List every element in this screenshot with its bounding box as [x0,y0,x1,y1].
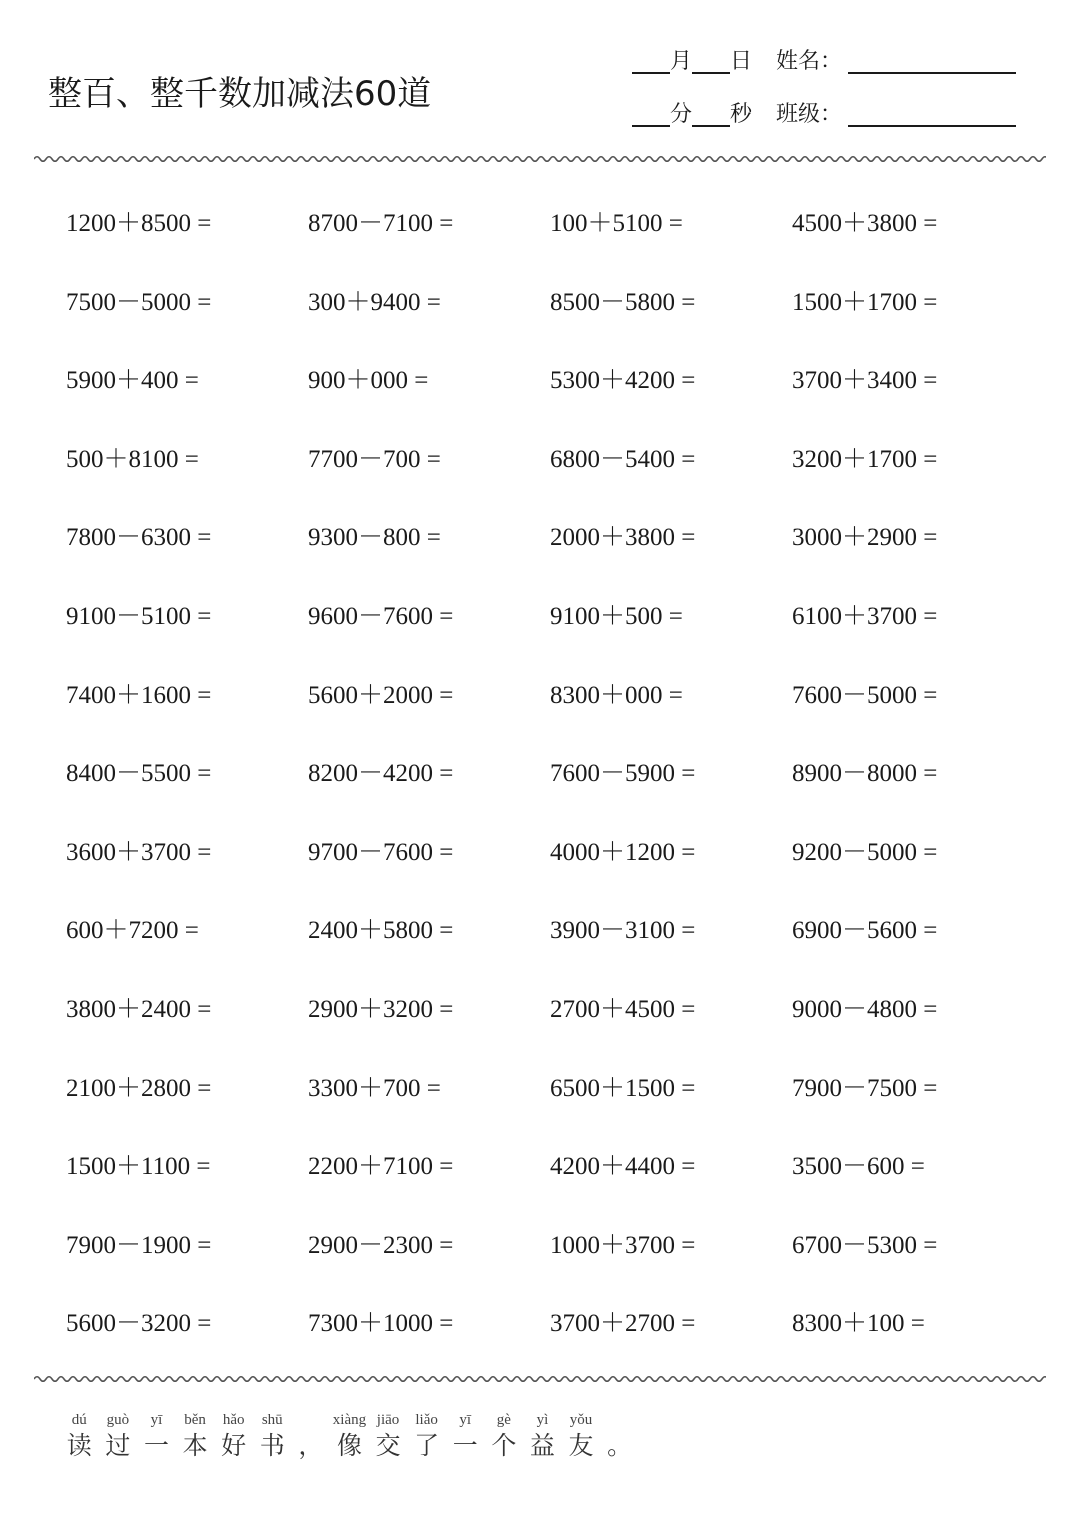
problem-item: 7600－5000 = [792,681,938,709]
problem-item: 300＋9400 = [308,288,441,316]
problem-row [66,1065,1034,1144]
problem-item: 7600－5900 = [550,760,696,788]
problem-item: 8300＋100 = [792,1310,925,1338]
pinyin: shū [261,1412,283,1428]
pinyin [292,1410,331,1430]
proverb-char [330,1410,369,1462]
proverb-char [253,1410,292,1462]
proverb-char [523,1410,562,1462]
pinyin: dú [71,1412,87,1428]
pinyin: hǎo [222,1412,245,1428]
problem-item: 2900＋3200 = [308,995,454,1023]
problem-row [66,593,1034,672]
problem-row [66,514,1034,593]
hanzi: 好 [221,1431,247,1460]
proverb-char [600,1410,639,1462]
problem-item: 3700＋3400 = [792,367,938,395]
problem-item: 5300＋4200 = [550,367,696,395]
hanzi: 一 [143,1431,169,1460]
problem-item: 6800－5400 = [550,445,696,473]
problem-item: 3500－600 = [792,1153,925,1181]
problem-item: 9300－800 = [308,524,441,552]
proverb-char [137,1410,176,1462]
pinyin [600,1410,639,1430]
problem-item: 9100＋500 = [550,602,683,630]
name-blank[interactable] [848,44,1016,74]
problem-item: 2900－2300 = [308,1231,454,1259]
problem-item: 100＋5100 = [550,210,683,237]
month-blank[interactable] [632,44,670,74]
time-class-row [632,97,1016,133]
problem-item: 2200＋7100 = [308,1153,454,1181]
hanzi: 了 [414,1431,440,1460]
second-blank[interactable] [692,97,730,127]
problem-item: 6700－5300 = [792,1231,938,1259]
problem-row [66,357,1034,436]
hanzi: 益 [529,1431,555,1460]
hanzi: 交 [375,1431,401,1460]
hanzi: 过 [105,1431,131,1460]
problem-item: 7900－1900 = [66,1231,212,1259]
hanzi: 书 [259,1431,285,1460]
problem-item: 7700－700 = [308,445,441,473]
hanzi: 个 [491,1431,517,1460]
proverb-char [214,1410,253,1462]
hanzi: 本 [182,1431,208,1460]
problem-row [66,1300,1034,1379]
problem-item: 9100－5100 = [66,602,212,630]
minute-blank[interactable] [632,97,670,127]
problem-item: 600＋7200 = [66,917,199,945]
day-blank[interactable] [692,44,730,74]
problem-item: 900＋000 = [308,367,429,395]
proverb-char [176,1410,215,1462]
problem-item: 5600－3200 = [66,1310,212,1338]
problem-item: 2400＋5800 = [308,917,454,945]
pinyin: yī [459,1412,472,1428]
problem-item: 1200＋8500 = [66,210,212,237]
problem-item: 7800－6300 = [66,524,212,552]
month-label: 月 [670,49,693,74]
problem-row [66,279,1034,358]
problem-item: 3200＋1700 = [792,445,938,473]
proverb [60,1410,639,1462]
problem-item: 8300＋000 = [550,681,683,709]
day-label: 日 [730,49,753,74]
top-wavy-divider [34,154,1046,164]
hanzi: 友 [568,1431,594,1460]
problem-row [66,1143,1034,1222]
proverb-char [446,1410,485,1462]
problem-item: 3800＋2400 = [66,995,212,1023]
proverb-char [369,1410,408,1462]
name-label: 姓名： [776,49,843,74]
problem-item: 7300＋1000 = [308,1310,454,1338]
hanzi: 一 [452,1431,478,1460]
problem-row [66,436,1034,515]
problem-item: 8900－8000 = [792,760,938,788]
problem-row [66,986,1034,1065]
proverb-char [407,1410,446,1462]
problem-item: 3900－3100 = [550,917,696,945]
problem-item: 7400＋1600 = [66,681,212,709]
problem-item: 5900＋400 = [66,367,199,395]
bottom-wavy-divider [34,1374,1046,1384]
problem-item: 3000＋2900 = [792,524,938,552]
class-blank[interactable] [848,97,1016,127]
problem-item: 9600－7600 = [308,602,454,630]
problem-item: 3700＋2700 = [550,1310,696,1338]
problem-item: 2000＋3800 = [550,524,696,552]
problem-row [66,829,1034,908]
pinyin: liǎo [415,1412,438,1428]
problem-item: 500＋8100 = [66,445,199,473]
problem-item: 9000－4800 = [792,995,938,1023]
problem-item: 1500＋1700 = [792,288,938,316]
problem-item: 3300＋700 = [308,1074,441,1102]
class-label: 班级： [776,102,843,127]
proverb-char [99,1410,138,1462]
proverb-char [562,1410,601,1462]
problem-item: 6100＋3700 = [792,602,938,630]
pinyin: yǒu [569,1412,593,1428]
pinyin: běn [184,1412,206,1428]
problem-row [66,750,1034,829]
hanzi: 。 [607,1431,633,1460]
date-name-row [632,44,1016,80]
problem-item: 5600＋2000 = [308,681,454,709]
proverb-char [292,1410,331,1462]
pinyin: gè [496,1412,511,1428]
second-label: 秒 [730,102,753,127]
problem-item: 4500＋3800 = [792,210,938,237]
proverb-char [485,1410,524,1462]
pinyin: guò [106,1412,130,1428]
problem-row [66,672,1034,751]
pinyin: yī [150,1412,163,1428]
page-title: 整百、整千数加减法60道 [48,74,432,114]
problem-item: 6900－5600 = [792,917,938,945]
problem-item: 7500－5000 = [66,288,212,316]
hanzi: 读 [66,1431,92,1460]
proverb-char [60,1410,99,1462]
problem-item: 2100＋2800 = [66,1074,212,1102]
problem-item: 4000＋1200 = [550,838,696,866]
problem-item: 6500＋1500 = [550,1074,696,1102]
problem-item: 2700＋4500 = [550,995,696,1023]
problem-item: 8700－7100 = [308,210,454,237]
pinyin: yì [536,1412,549,1428]
problem-grid [66,200,1034,1379]
problem-item: 8500－5800 = [550,288,696,316]
pinyin: xiàng [332,1412,367,1428]
problem-row [66,907,1034,986]
problem-item: 1000＋3700 = [550,1231,696,1259]
problem-row [66,1222,1034,1301]
problem-item: 8400－5500 = [66,760,212,788]
problem-row [66,200,1034,279]
pinyin: jiāo [376,1412,400,1428]
minute-label: 分 [670,102,693,127]
problem-item: 8200－4200 = [308,760,454,788]
problem-item: 9200－5000 = [792,838,938,866]
problem-item: 1500＋1100 = [66,1153,211,1181]
problem-item: 7900－7500 = [792,1074,938,1102]
hanzi: 像 [336,1431,362,1460]
hanzi: ， [298,1431,324,1460]
problem-item: 3600＋3700 = [66,838,212,866]
problem-item: 4200＋4400 = [550,1153,696,1181]
problem-item: 9700－7600 = [308,838,454,866]
